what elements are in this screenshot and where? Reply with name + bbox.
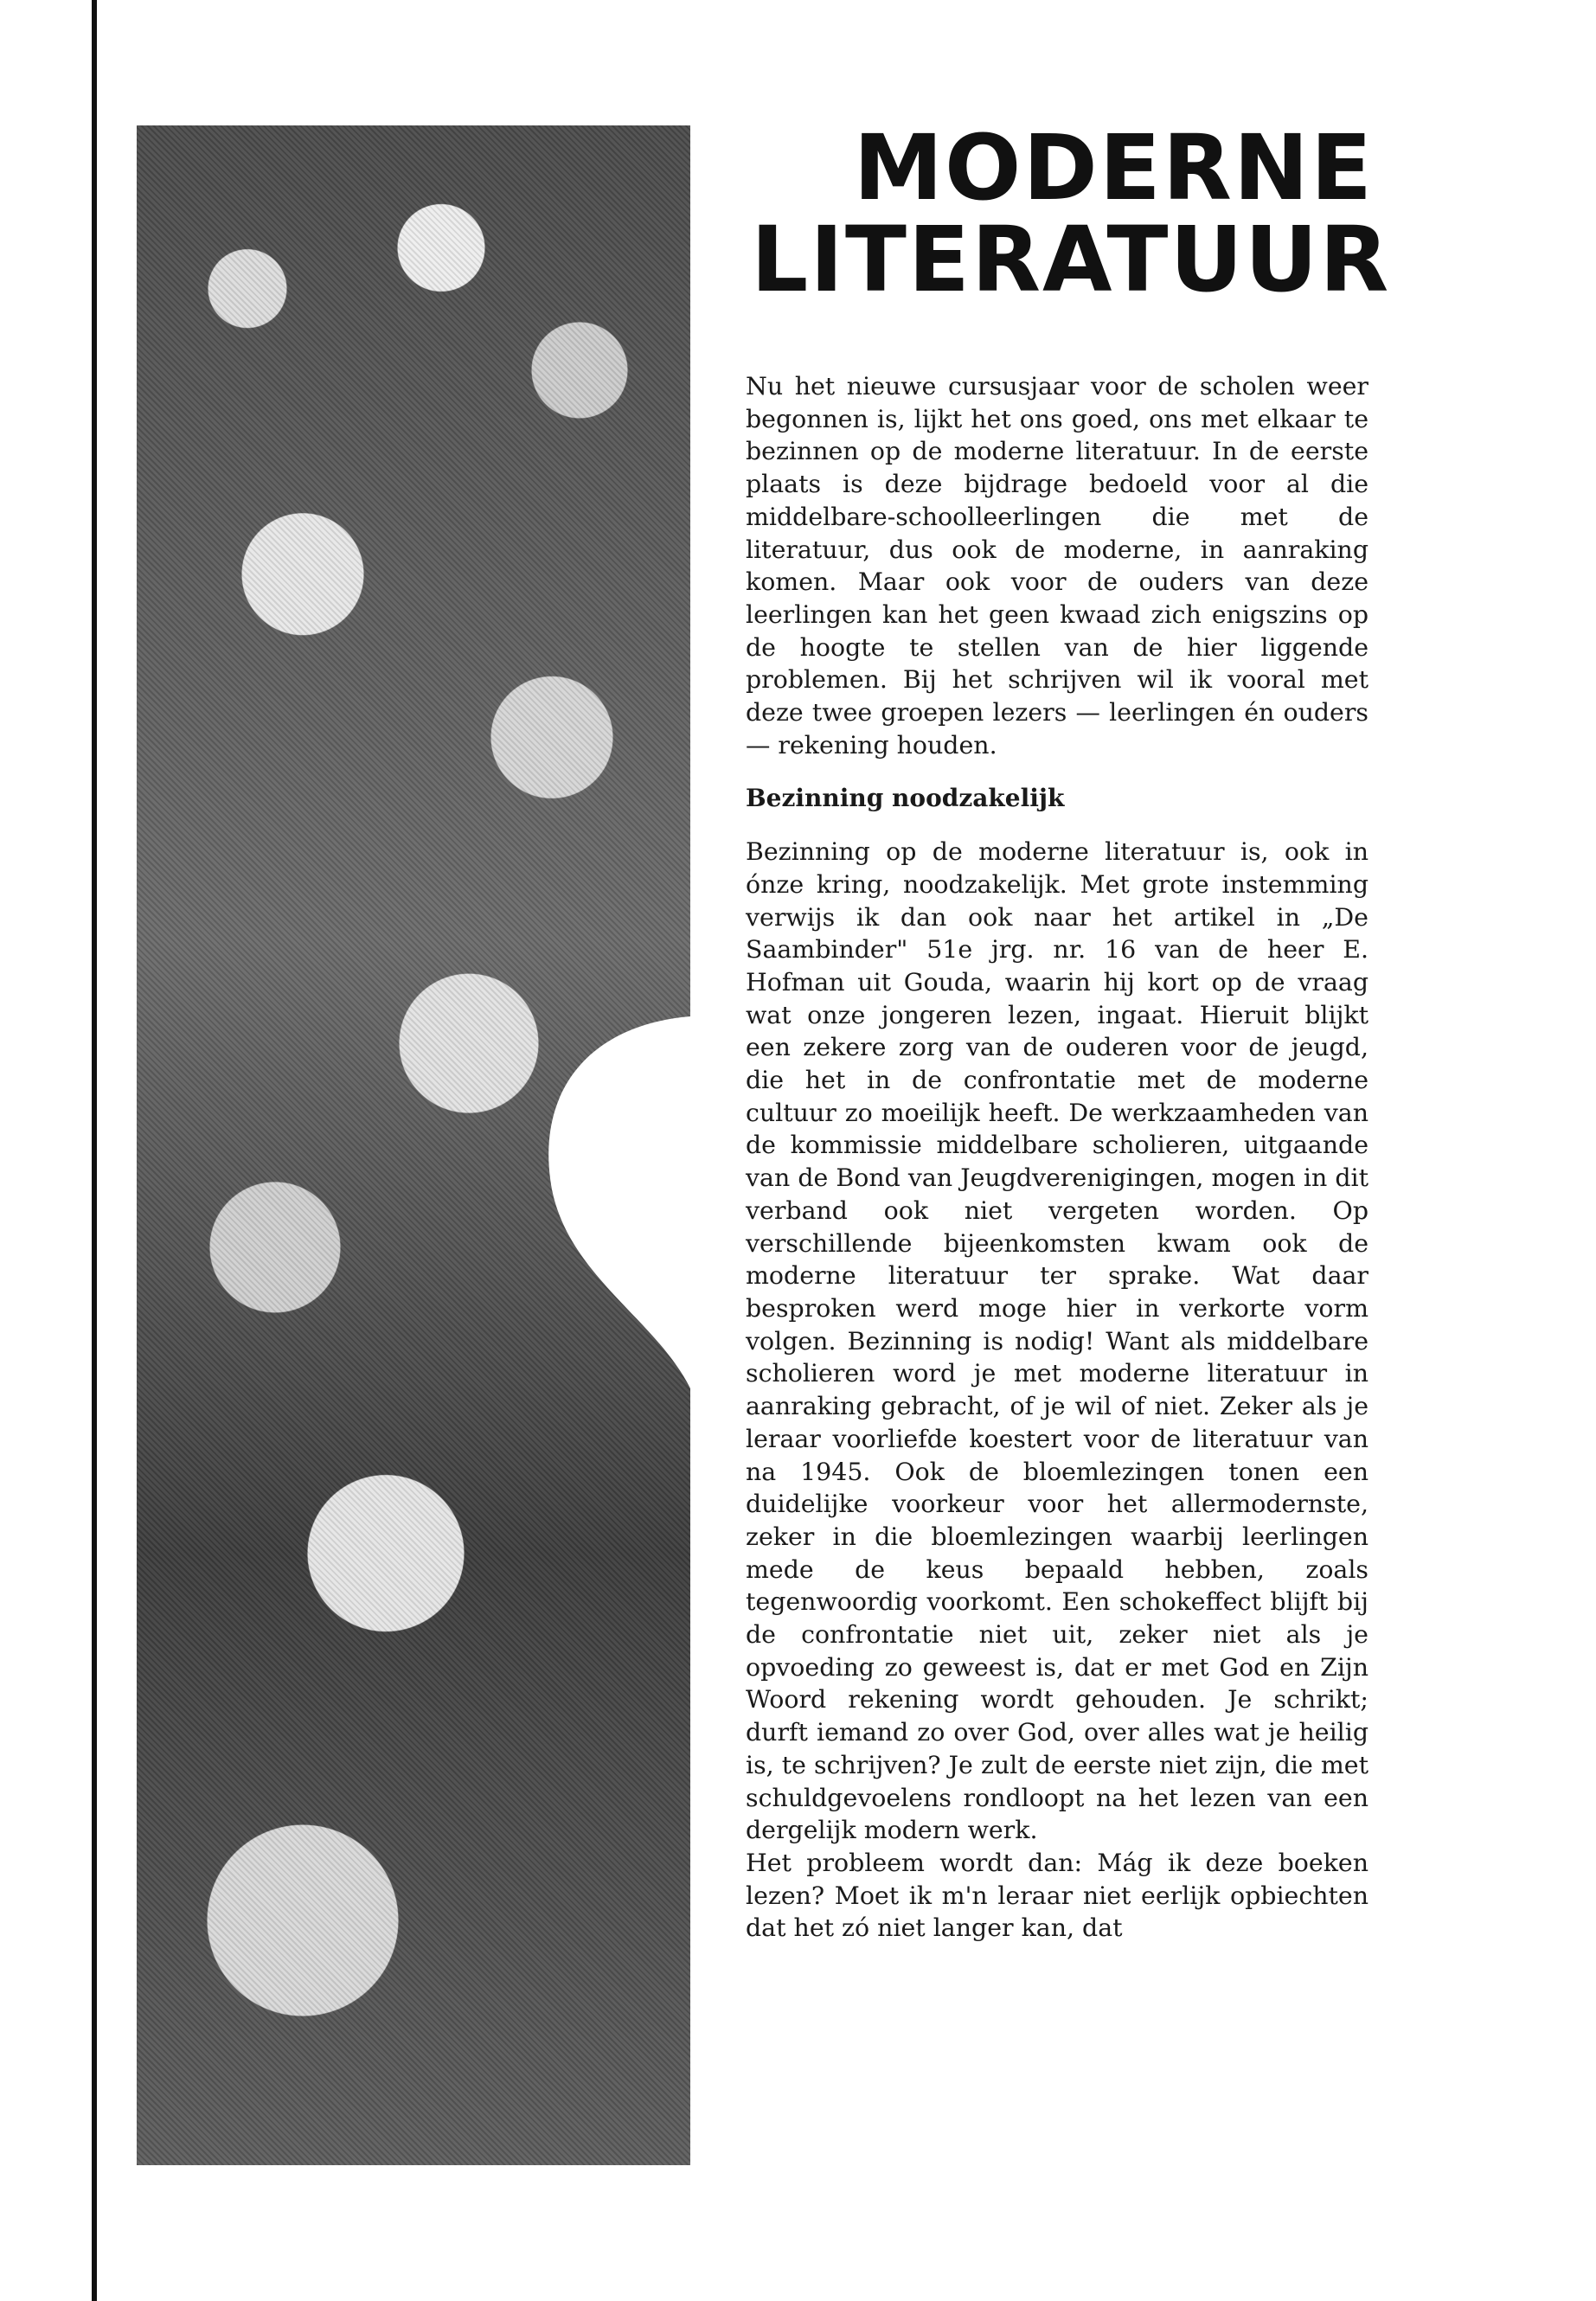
page-edge-rule bbox=[92, 0, 97, 2301]
intro-paragraph: Nu het nieuwe cursusjaar voor de scholen weer begonnen is, lijkt het ons goed, ons met elkaar te bezinnen op de moderne literatuur. In de eerste plaats is deze bijdrage bedoeld voor al die middelbare-schoolleerlingen die met de literatuur, dus ook de moderne, in aanraking komen. Maar ook voor de ouders van deze leerlingen kan het geen kwaad zich enigszins op de hoogte te stellen van de hier liggende problemen. Bij het schrijven wil ik vooral met deze twee groepen lezers — leerlingen én ouders — rekening houden. bbox=[746, 372, 1368, 760]
photo-cutout bbox=[137, 125, 690, 2165]
section-heading: Bezinning noodzakelijk bbox=[746, 784, 1065, 813]
body-paragraph: Bezinning op de moderne literatuur is, ook in ónze kring, noodzakelijk. Met grote instemming verwijs ik dan ook naar het artikel in „De Saambinder" 51e jrg. nr. 16 van de heer E. Hofman uit Gouda, waarin hij kort op de vraag wat onze jongeren lezen, ingaat. Hieruit blijkt een zekere zorg van de ouderen voor de jeugd, die het in de confrontatie met de moderne cultuur zo moeilijk heeft. De werkzaamheden van de kommissie middelbare scholieren, uitgaande van de Bond van Jeugdverenigingen, mogen in dit verband ook niet vergeten worden. Op verschillende bijeenkomsten kwam ook de moderne literatuur ter sprake. Wat daar besproken werd moge hier in verkorte vorm volgen. Bezinning is nodig! Want als middelbare scholieren word je met moderne literatuur in aanraking gebracht, of je wil of niet. Zeker als je leraar voorliefde koestert voor de literatuur van na 1945. Ook de bloemlezingen tonen een duidelijke voorkeur voor het allermodernste, zeker in die bloemlezingen waarbij leerlingen mede de keus bepaald hebben, zoals tegenwoordig voorkomt. Een schokeffect blijft bij de confrontatie niet uit, zeker niet als je opvoeding zo geweest is, dat er met God en Zijn Woord rekening wordt gehouden. Je schrikt; durft iemand zo over God, over alles wat je heilig is, te schrijven? Je zult de eerste niet zijn, die met schuldgevoelens rondloopt na het lezen van een dergelijk modern werk. bbox=[746, 837, 1368, 1845]
body-paragraph-continued: Het probleem wordt dan: Mág ik deze boeken lezen? Moet ik m'n leraar niet eerlijk opbiechten dat het zó niet langer kan, dat bbox=[746, 1848, 1368, 1943]
crowd-photo bbox=[137, 125, 690, 2165]
article-title-line-1: MODERNE bbox=[853, 115, 1374, 221]
article-title-line-2: LITERATUUR bbox=[751, 207, 1391, 312]
article-body bbox=[746, 370, 1368, 1945]
